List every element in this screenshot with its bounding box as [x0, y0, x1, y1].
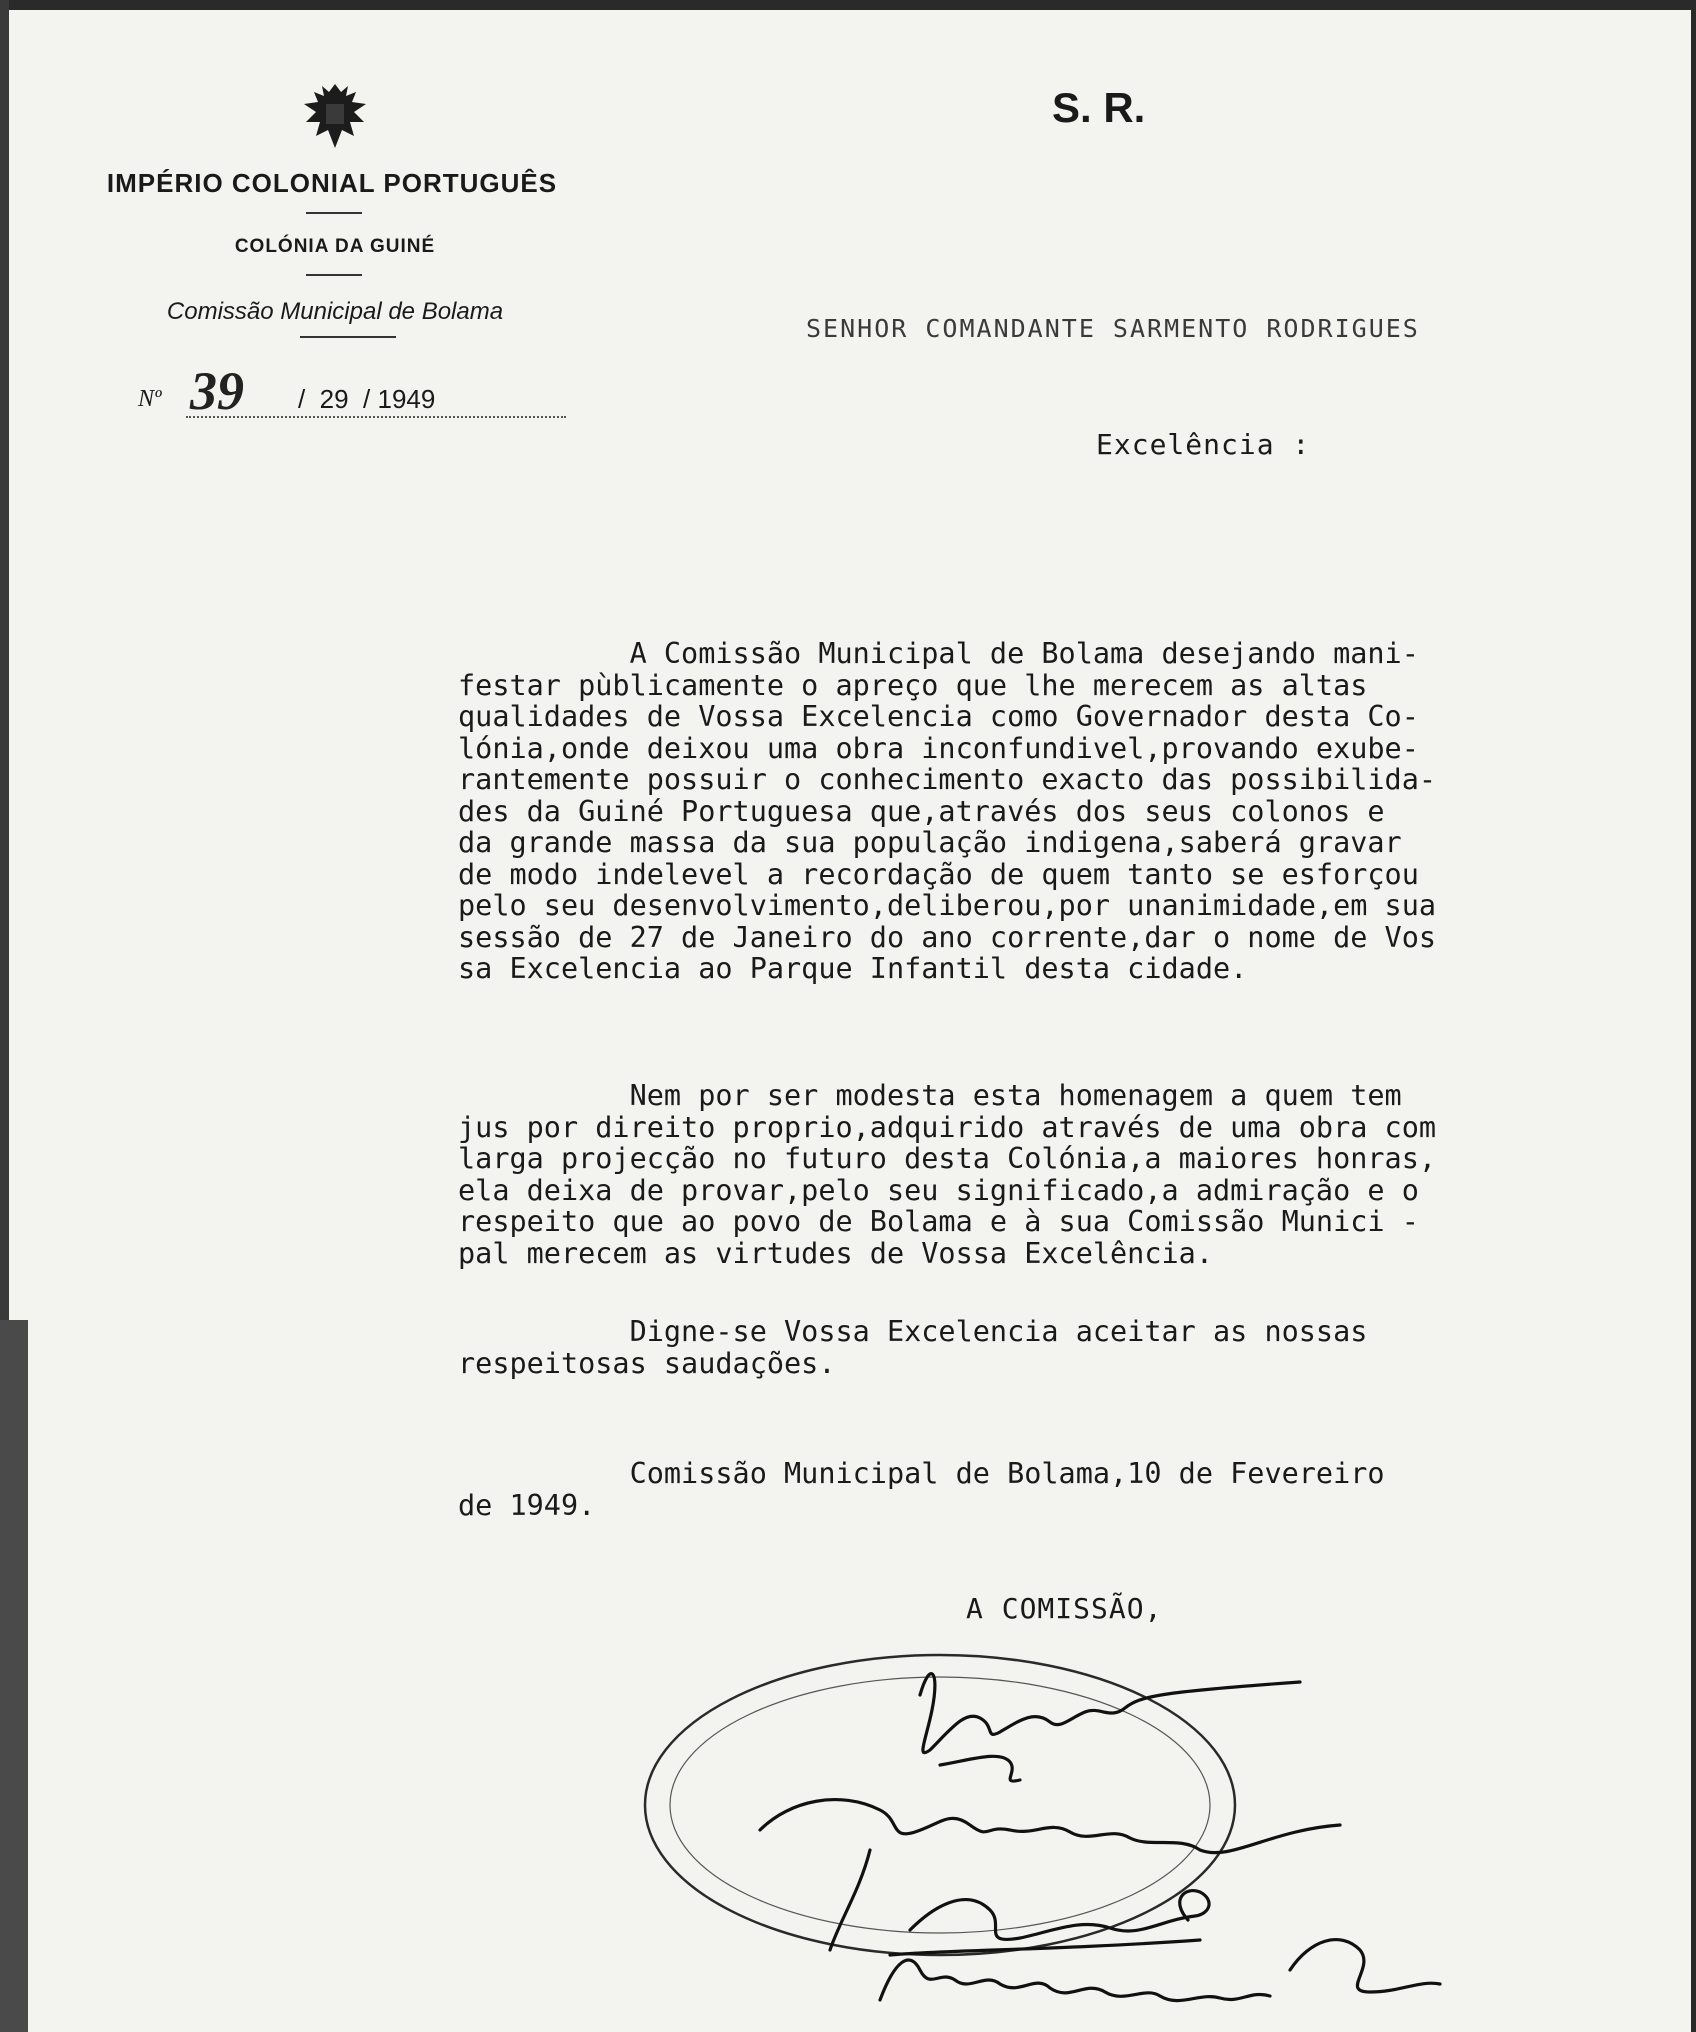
reference-handwritten-number: 39 — [190, 361, 244, 421]
sr-mark: S. R. — [1052, 84, 1146, 131]
reference-series-year: / 29 / 1949 — [298, 384, 436, 414]
date-line: Comissão Municipal de Bolama,10 de Fevereiro de 1949. — [458, 1457, 1385, 1522]
letterhead-empire: IMPÉRIO COLONIAL PORTUGUÊS — [106, 168, 558, 198]
reference-underline — [186, 416, 566, 418]
addressee: SENHOR COMANDANTE SARMENTO RODRIGUES — [806, 314, 1420, 343]
body-paragraph: Nem por ser modesta esta homenagem a quem tem jus por direito proprio,adquirido através de uma obra com larga projecção no futuro desta Colónia,a maiores honras, ela deixa de provar,pelo seu significado,a admiração e o respeito que ao povo de Bolama e à sua Comissão Munici - pal merecem as virtudes de Vossa Excelência. — [458, 1079, 1437, 1270]
closing-line: A COMISSÃO, — [966, 1592, 1163, 1625]
letterhead-commission: Comissão Municipal de Bolama — [166, 298, 504, 325]
scan-edge-right — [1691, 0, 1696, 2032]
signatures-with-stamp — [640, 1600, 1620, 2020]
letterhead-divider — [306, 212, 362, 214]
scan-edge-left-binding — [0, 1320, 28, 2032]
reference-prefix: Nº — [138, 386, 162, 412]
letterhead-divider — [306, 274, 362, 276]
salutation: Excelência : — [1096, 428, 1311, 461]
letterhead-colony: COLÓNIA DA GUINÉ — [234, 236, 436, 257]
letterhead-divider — [300, 336, 396, 338]
coat-of-arms-icon — [296, 82, 374, 152]
body-paragraph: A Comissão Municipal de Bolama desejando mani- festar pùblicamente o apreço que lhe merecem as altas qualidades de Vossa Excelencia como Governador desta Co- lónia,onde deixou uma obra inconfundivel,provando exube- rantemente possuir o conhecimento exacto das possibilida- des da Guiné Portuguesa que,através dos seus colonos e da grande massa da sua população indigena,saberá gravar de modo indelevel a recordação de quem tanto se esforçou pelo seu desenvolvimento,deliberou,por unanimidade,em sua sessão de 27 de Janeiro do ano corrente,dar o nome de Vos sa Excelencia ao Parque Infantil desta cidade. — [458, 637, 1437, 985]
body-paragraph: Digne-se Vossa Excelencia aceitar as nossas respeitosas saudações. — [458, 1315, 1368, 1380]
scan-edge-top — [0, 0, 1696, 10]
